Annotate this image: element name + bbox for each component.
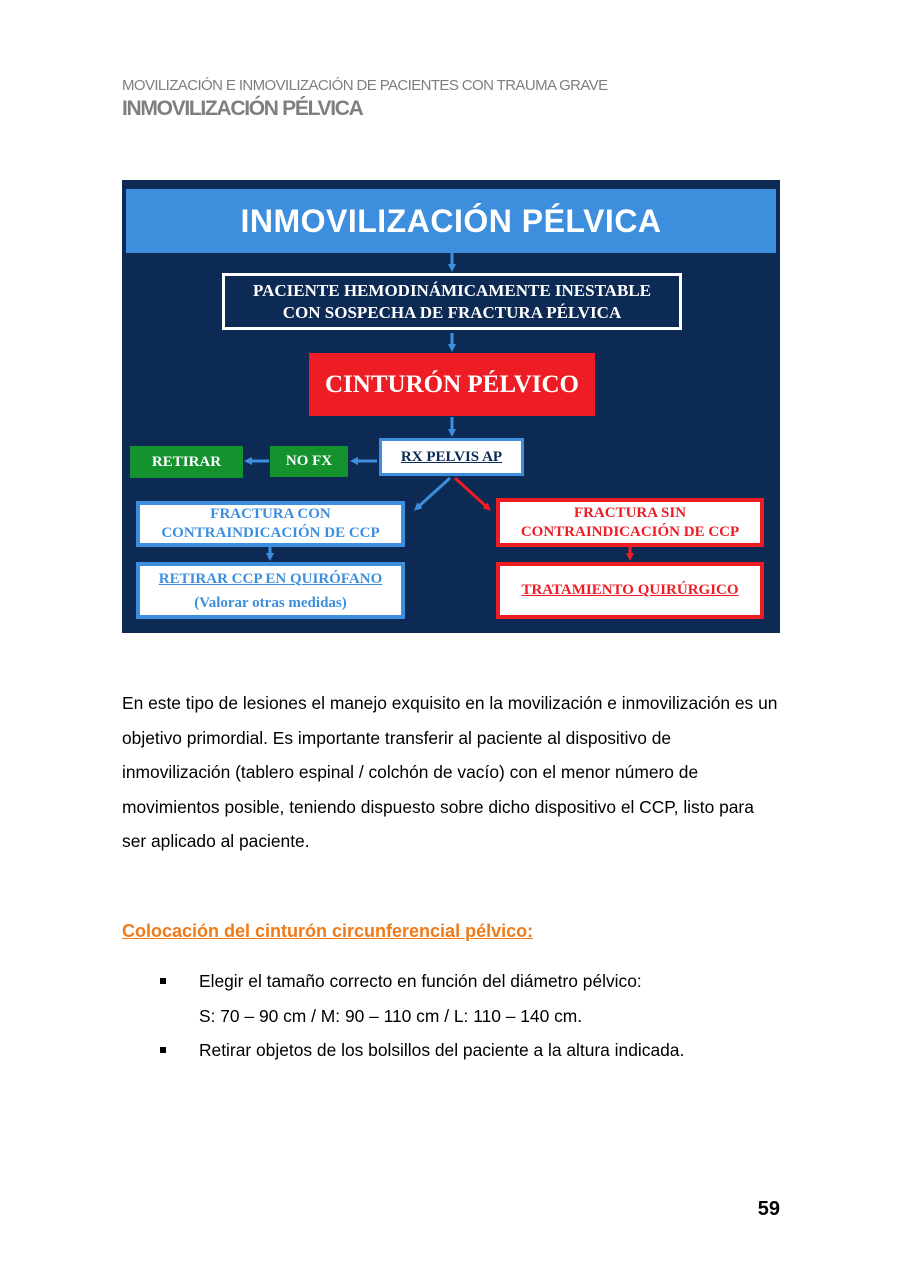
arrow-rx-to-fx-contra <box>417 478 450 508</box>
bullet-marker <box>160 1047 166 1053</box>
retirar-box: RETIRAR <box>130 446 243 478</box>
running-title: MOVILIZACIÓN E INMOVILIZACIÓN DE PACIENTES CON TRAUMA GRAVE <box>122 77 608 94</box>
list-item <box>122 1033 782 1068</box>
bullet-marker <box>160 978 166 984</box>
section-heading: Colocación del cinturón circunferencial pélvico: <box>122 921 534 941</box>
flowchart-pelvic-immobilization <box>122 180 780 633</box>
bullet-text-line1: Retirar objetos de los bolsillos del paciente a la altura indicada. <box>199 1040 685 1060</box>
retirar-ccp-line2: (Valorar otras medidas) <box>194 594 347 611</box>
surgical-treatment-box: TRATAMIENTO QUIRÚRGICO <box>496 562 764 619</box>
rx-pelvis-box: RX PELVIS AP <box>379 438 524 476</box>
fracture-without-contraindication-box <box>496 498 764 547</box>
bullet-text-line1: Elegir el tamaño correcto en función del diámetro pélvico: <box>199 971 642 991</box>
no-fx-box: NO FX <box>270 446 348 477</box>
patient-line2: CON SOSPECHA DE FRACTURA PÉLVICA <box>282 302 622 322</box>
patient-line1: PACIENTE HEMODINÁMICAMENTE INESTABLE <box>253 280 651 300</box>
body-paragraph-container <box>122 686 782 859</box>
list-item <box>122 964 782 1033</box>
patient-box <box>222 273 682 330</box>
fx-contra-line1: FRACTURA CON <box>210 506 331 522</box>
fracture-with-contraindication-box <box>136 501 405 547</box>
section-title: INMOVILIZACIÓN PÉLVICA <box>122 97 363 120</box>
running-header <box>122 76 608 122</box>
flowchart-title: INMOVILIZACIÓN PÉLVICA <box>126 189 776 253</box>
page-number: 59 <box>757 1198 780 1220</box>
fx-contra-line2: CONTRAINDICACIÓN DE CCP <box>161 525 380 541</box>
bullet-text-line2: S: 70 – 90 cm / M: 90 – 110 cm / L: 110 – 140 cm. <box>199 1005 583 1026</box>
body-paragraph: En este tipo de lesiones el manejo exquisito en la movilización e inmovilización es un objetivo primordial. Es importante transferir al paciente al dispositivo de inmovilización (tablero espinal / colchón de vacío) con el menor número de movimientos posible, teniendo dispuesto sobre dicho dispositivo el CCP, listo para ser aplicado al paciente. <box>122 693 778 851</box>
fx-sin-line2: CONTRAINDICACIÓN DE CCP <box>520 523 740 540</box>
retirar-ccp-box <box>136 562 405 619</box>
retirar-ccp-line1: RETIRAR CCP EN QUIRÓFANO <box>158 570 383 587</box>
fx-sin-line1: FRACTURA SIN <box>573 504 687 521</box>
bullet-list <box>122 964 782 1068</box>
pelvic-belt-box: CINTURÓN PÉLVICO <box>309 353 595 416</box>
arrow-rx-to-fx-sin <box>455 478 488 508</box>
